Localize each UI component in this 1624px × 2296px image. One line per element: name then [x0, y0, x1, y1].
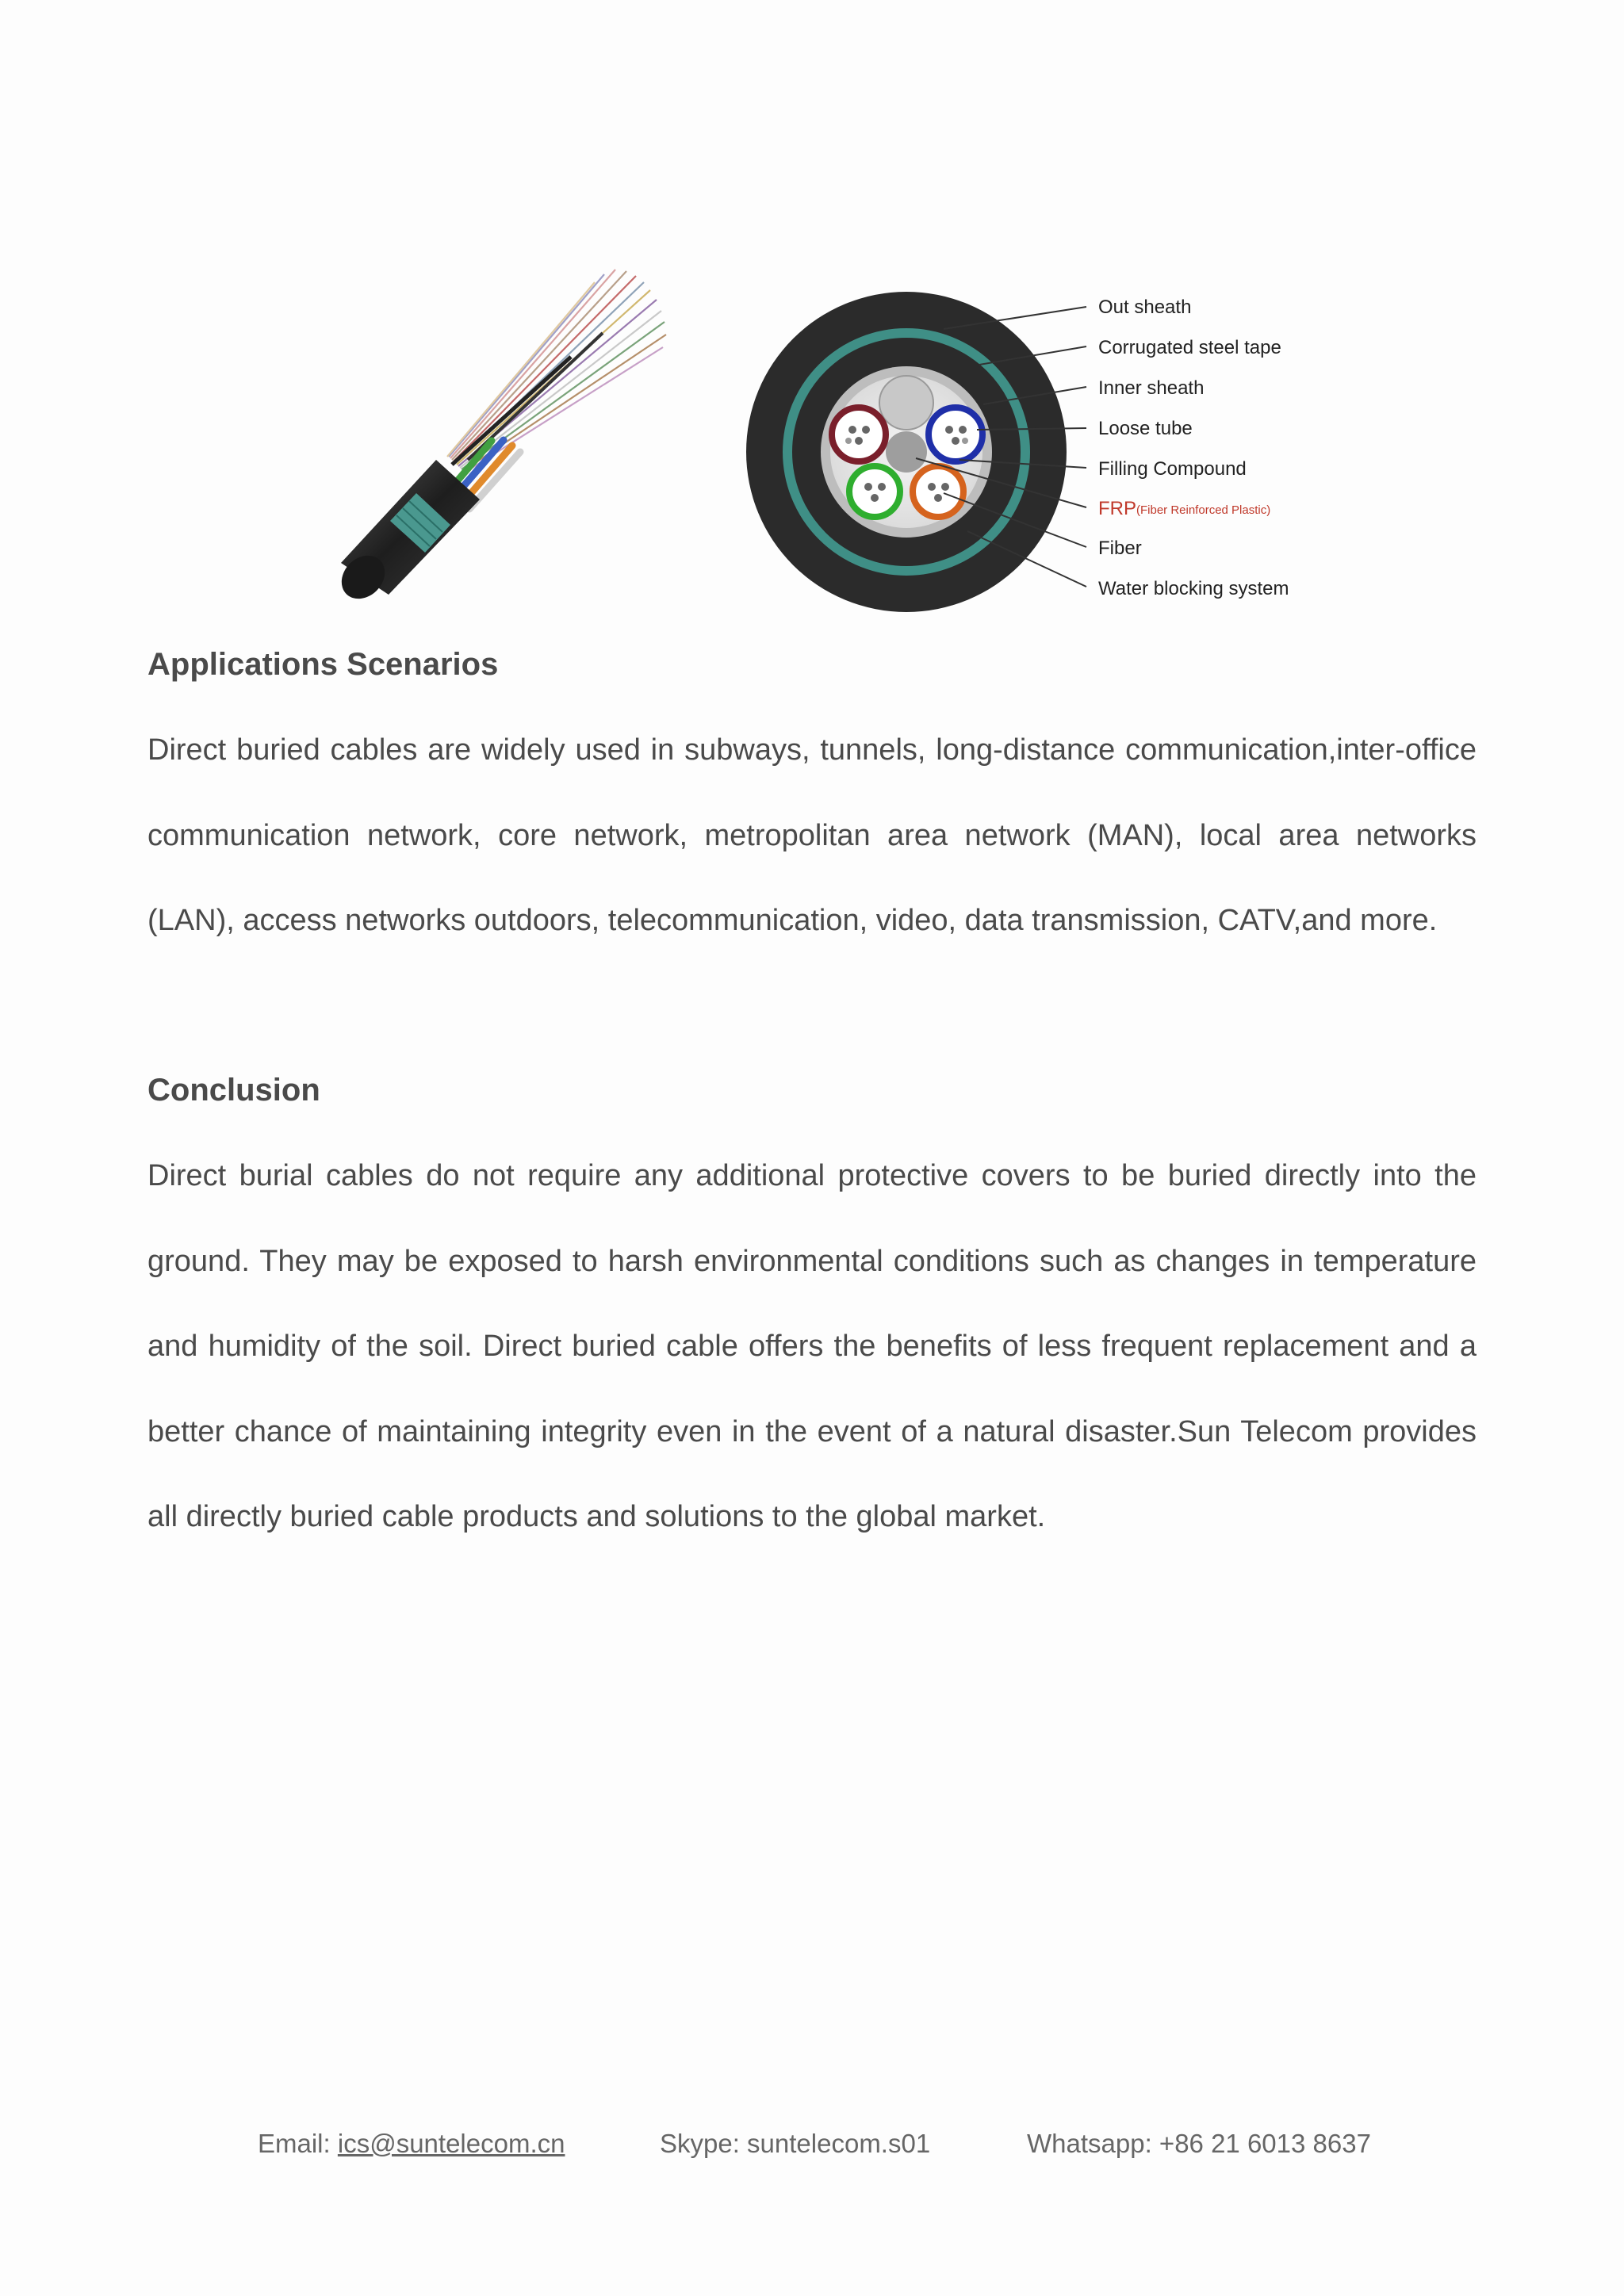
label-frp-main: FRP: [1098, 498, 1136, 519]
footer-skype: Skype: suntelecom.s01: [660, 2129, 931, 2158]
conclusion-line-2: ground. They may be exposed to harsh environmental conditions such as changes in temperature: [147, 1244, 1477, 1278]
applications-paragraph: [147, 708, 1477, 964]
label-filling-compound: Filling Compound: [1098, 458, 1247, 480]
label-fiber: Fiber: [1098, 538, 1142, 559]
footer-whatsapp: Whatsapp: +86 21 6013 8637: [1027, 2129, 1371, 2158]
label-out-sheath: Out sheath: [1098, 297, 1192, 318]
cable-cross-section: [746, 292, 1067, 612]
conclusion-paragraph: [147, 1134, 1477, 1560]
cable-diagram: [333, 262, 1316, 618]
footer-email-label: Email:: [258, 2129, 338, 2158]
loose-tube-orange: [913, 466, 963, 517]
frp-core: [886, 431, 927, 473]
label-inner-sheath: Inner sheath: [1098, 377, 1205, 399]
conclusion-line-4: better chance of maintaining integrity even in the event of a natural disaster.Sun Telecom provides: [147, 1414, 1477, 1448]
section-heading-applications: Applications Scenarios: [147, 647, 499, 682]
loose-tube-blue: [929, 408, 982, 461]
applications-line-2: communication,inter-office communication network, core network, metropolitan area network: [147, 733, 1477, 852]
label-corrugated-steel-tape: Corrugated steel tape: [1098, 337, 1281, 358]
label-frp: [1098, 498, 1270, 519]
applications-line-4: transmission, CATV,and more.: [1032, 904, 1438, 937]
fiber-strands: [447, 270, 666, 473]
loose-tube-red: [832, 408, 886, 461]
footer-email-link[interactable]: ics@suntelecom.cn: [337, 2129, 565, 2158]
section-heading-conclusion: Conclusion: [147, 1073, 320, 1108]
loose-tube-green: [849, 466, 900, 517]
footer: [0, 2129, 1624, 2168]
cable-labels: [1098, 297, 1289, 599]
label-loose-tube: Loose tube: [1098, 418, 1193, 439]
applications-line-1: Direct buried cables are widely used in subways, tunnels, long-distance: [147, 733, 1116, 767]
filler-rod: [879, 376, 933, 430]
label-water-blocking-system: Water blocking system: [1098, 578, 1289, 599]
footer-email: [258, 2129, 565, 2159]
label-frp-note: (Fiber Reinforced Plastic): [1136, 503, 1271, 517]
cable-photo: [333, 270, 666, 607]
conclusion-line-1: Direct burial cables do not require any additional protective covers to be buried directly into the: [147, 1159, 1477, 1192]
applications-line-3: (MAN), local area networks (LAN), access networks outdoors, telecommunication, video, data: [147, 818, 1477, 937]
conclusion-line-5: all directly buried cable products and solutions to the global market.: [147, 1500, 1046, 1533]
cable-figure: [333, 262, 1316, 618]
conclusion-line-3: and humidity of the soil. Direct buried cable offers the benefits of less frequent replacement and a: [147, 1330, 1477, 1363]
